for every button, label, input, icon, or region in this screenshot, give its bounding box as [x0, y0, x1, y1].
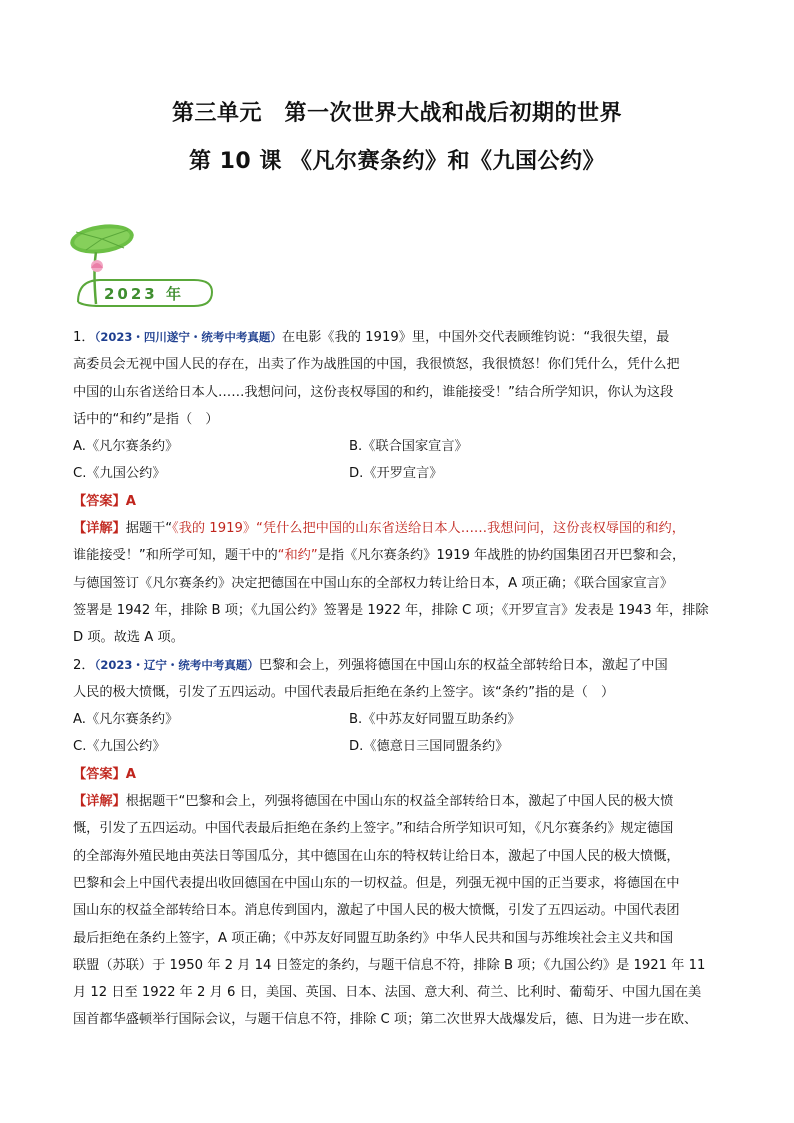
q2-option-d: D.《德意日三国同盟条约》 — [349, 739, 509, 755]
q2-line-1 — [73, 652, 723, 679]
q2-option-b: B.《中苏友好同盟互助条约》 — [349, 712, 521, 728]
q1-line-3: 中国的山东省送给日本人……我想问问，这份丧权辱国的和约，谁能接受！”结合所学知识，你认为这段 — [73, 384, 674, 400]
q1-line-4: 话中的“和约”是指（ ） — [73, 411, 219, 427]
q2-detail-line-2: 慨，引发了五四运动。中国代表最后拒绝在条约上签字。”和结合所学知识可知，《凡尔赛条约》规定德国 — [73, 821, 674, 837]
q1-line-1 — [73, 324, 723, 351]
q1-option-c: C.《九国公约》 — [73, 466, 166, 482]
lesson-title: 第 10 课 《凡尔赛条约》和《九国公约》 — [188, 149, 606, 174]
q1-detail-line-2 — [73, 542, 723, 569]
q2-detail-line-1 — [73, 788, 723, 815]
q2-detail-line-8: 月 12 日至 1922 年 2 月 6 日，美国、英国、日本、法国、意大利、荷兰、比利时、葡萄牙、中国九国在美 — [73, 985, 702, 1001]
detail-text: 和所学可知，题干中的 — [145, 548, 278, 564]
unit-title: 第三单元 第一次世界大战和战后初期的世界 — [171, 101, 622, 126]
q2-line-2: 人民的极大愤慨，引发了五四运动。中国代表最后拒绝在条约上签字。该“条约”指的是（ ） — [73, 684, 615, 700]
detail-highlight: “和约” — [277, 548, 318, 564]
q2-text: 巴黎和会上，列强将德国在中国山东的权益全部转给日本，激起了中国 — [258, 657, 668, 673]
q1-detail-label: 【详解】 — [73, 521, 126, 537]
q1-detail-line-1 — [73, 515, 723, 542]
q2-answer: 【答案】A — [73, 766, 136, 782]
q1-option-a: A.《凡尔赛条约》 — [73, 439, 179, 455]
q2-options-row-1 — [73, 706, 723, 733]
year-badge-label: 2023 年 — [104, 285, 184, 303]
q2-detail-line-9: 国首都华盛顿举行国际会议，与题干信息不符，排除 C 项；第二次世界大战爆发后，德、日为进一步在欧、 — [73, 1012, 698, 1028]
q1-detail-line-3: 与德国签订《凡尔赛条约》决定把德国在中国山东的全部权力转让给日本，A 项正确；《联合国家宣言》 — [73, 575, 674, 591]
q2-detail-label: 【详解】 — [73, 794, 126, 810]
detail-text: 是指《凡尔赛条约》1919 年战胜的协约国集团召开巴黎和会， — [317, 548, 686, 564]
q1-number: 1． — [73, 330, 95, 345]
q2-option-a: A.《凡尔赛条约》 — [73, 712, 179, 728]
q2-option-c: C.《九国公约》 — [73, 739, 166, 755]
q1-line-2: 高委员会无视中国人民的存在，出卖了作为战胜国的中国，我很愤怒，我很愤怒！你们凭什么，凭什么把 — [73, 357, 680, 373]
q2-options-row-2 — [73, 733, 723, 760]
q2-detail-line-4: 巴黎和会上中国代表提出收回德国在中国山东的一切权益。但是，列强无视中国的正当要求，将德国在中 — [73, 875, 680, 891]
question-body — [73, 324, 723, 1034]
detail-text: 谁能接受！” — [73, 548, 146, 564]
q1-source: （2023・四川遂宁・统考中考真题） — [94, 330, 282, 344]
detail-text: 据题干“ — [125, 521, 173, 537]
q1-options-row-1 — [73, 433, 723, 460]
q2-detail-line-7: 联盟（苏联）于 1950 年 2 月 14 日签定的条约，与题干信息不符，排除 B 项；《九国公约》是 1921 年 11 — [73, 957, 706, 973]
q2-source: （2023・辽宁・统考中考真题） — [94, 657, 259, 672]
detail-text: 根据题干“巴黎和会上，列强将德国在中国山东的权益全部转给日本，激起了中国人民的极大愤 — [125, 794, 674, 810]
q2-detail-line-6: 最后拒绝在条约上签字，A 项正确；《中苏友好同盟互助条约》中华人民共和国与苏维埃社会主义共和国 — [73, 930, 674, 946]
q1-detail-line-5: D 项。故选 A 项。 — [73, 630, 184, 646]
q1-answer: 【答案】A — [73, 493, 136, 509]
detail-highlight: 《我的 1919》“凭什么把中国的山东省送给日本人……我想问问，这份丧权辱国的和约， — [172, 521, 685, 537]
q1-options-row-2 — [73, 460, 723, 487]
q2-detail-line-3: 的全部海外殖民地由英法日等国瓜分，其中德国在山东的特权转让给日本，激起了中国人民的极大愤慨， — [73, 848, 680, 864]
q2-detail-line-5: 国山东的权益全部转给日本。消息传到国内，激起了中国人民的极大愤慨，引发了五四运动。中国代表团 — [73, 903, 680, 919]
q1-text: 在电影《我的 1919》里，中国外交代表顾维钧说：“我很失望，最 — [281, 330, 670, 345]
q1-option-b: B.《联合国家宣言》 — [349, 439, 468, 455]
q1-detail-line-4: 签署是 1942 年，排除 B 项；《九国公约》签署是 1922 年，排除 C 项；《开罗宣言》发表是 1943 年，排除 — [73, 602, 709, 618]
q1-option-d: D.《开罗宣言》 — [349, 466, 443, 482]
q2-number: 2． — [73, 657, 95, 673]
